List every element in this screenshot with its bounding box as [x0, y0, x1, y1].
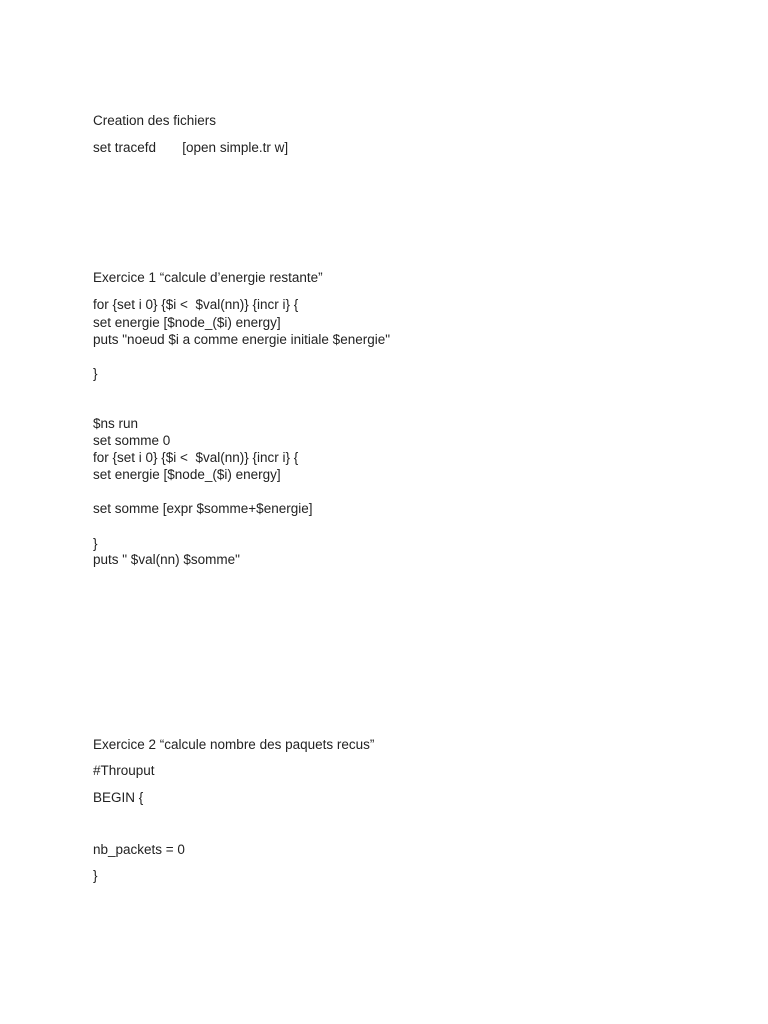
code-line: set somme [expr $somme+$energie]: [93, 501, 313, 516]
code-line: }: [93, 868, 98, 883]
section-heading-exercice-1: Exercice 1 “calcule d’energie restante”: [93, 270, 323, 285]
code-line: set somme 0: [93, 433, 171, 448]
code-line: set energie [$node_($i) energy]: [93, 467, 281, 482]
code-line: }: [93, 366, 98, 381]
code-line: set energie [$node_($i) energy]: [93, 315, 281, 330]
code-line: puts "noeud $i a comme energie initiale $energie": [93, 332, 391, 347]
code-line: }: [93, 536, 98, 551]
section-heading-creation: Creation des fichiers: [93, 113, 217, 128]
code-line: for {set i 0} {$i < $val(nn)} {incr i} {: [93, 450, 299, 465]
code-line: for {set i 0} {$i < $val(nn)} {incr i} {: [93, 297, 299, 312]
section-heading-exercice-2: Exercice 2 “calcule nombre des paquets recus”: [93, 737, 375, 752]
code-line: puts " $val(nn) $somme": [93, 552, 240, 567]
code-line: #Throuput: [93, 763, 155, 778]
code-line: nb_packets = 0: [93, 842, 185, 857]
code-line: set tracefd [open simple.tr w]: [93, 140, 289, 155]
code-line: BEGIN {: [93, 790, 144, 805]
code-line: $ns run: [93, 416, 139, 431]
